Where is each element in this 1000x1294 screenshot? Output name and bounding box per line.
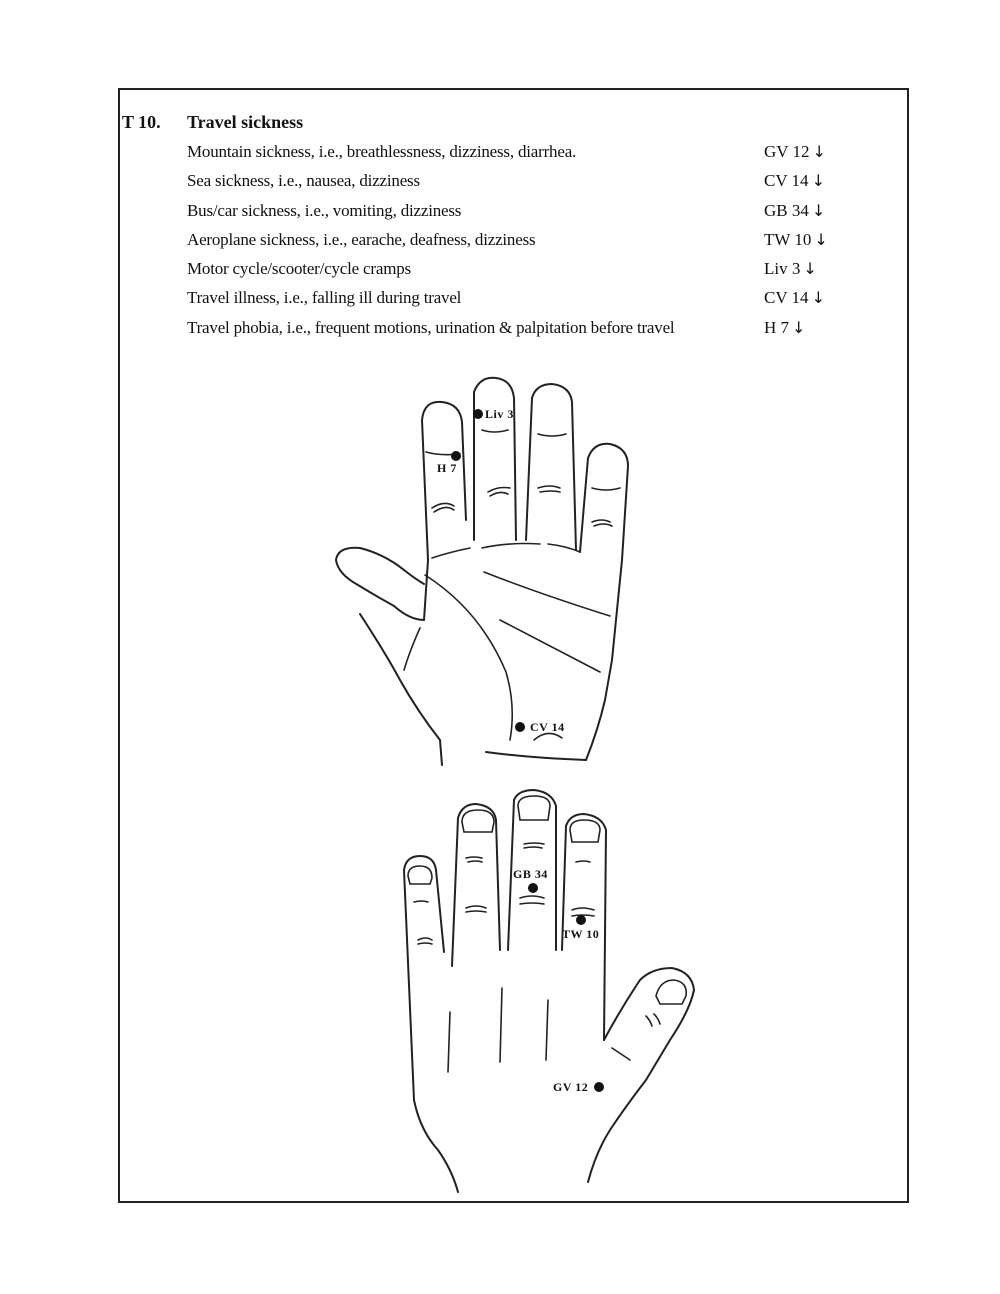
tw10-point (576, 915, 586, 925)
down-arrow-icon: ↓ (811, 288, 825, 308)
down-arrow-icon: ↓ (814, 229, 828, 249)
point-code: GB 34 ↓ (764, 200, 826, 220)
symptom-description: Travel phobia, i.e., frequent motions, urination & palpitation before travel (187, 317, 675, 337)
symptom-description: Sea sickness, i.e., nausea, dizziness (187, 171, 420, 191)
down-arrow-icon: ↓ (803, 259, 817, 279)
section-title: Travel sickness (187, 112, 304, 132)
down-arrow-icon: ↓ (811, 200, 826, 220)
point-code: Liv 3 ↓ (764, 259, 817, 279)
section-number: T 10. (122, 112, 161, 132)
down-arrow-icon: ↓ (792, 317, 806, 337)
cv14-label: CV 14 (530, 720, 565, 734)
gb34-point (528, 883, 538, 893)
point-code: CV 14 ↓ (764, 288, 825, 308)
down-arrow-icon: ↓ (812, 142, 826, 161)
tw10-label: TW 10 (562, 927, 600, 941)
down-arrow-icon: ↓ (811, 171, 825, 191)
h7-label: H 7 (437, 461, 457, 475)
symptom-description: Travel illness, i.e., falling ill during travel (187, 288, 462, 308)
point-code: H 7 ↓ (764, 317, 806, 337)
point-code: CV 14 ↓ (764, 171, 825, 191)
back-hand-outline (404, 790, 694, 1192)
symptom-description: Aeroplane sickness, i.e., earache, deafness, dizziness (187, 229, 536, 249)
point-code: TW 10 ↓ (764, 229, 828, 249)
point-code: GV 12 ↓ (764, 142, 826, 161)
liv3-label: Liv 3 (485, 407, 514, 421)
gb34-label: GB 34 (513, 867, 548, 881)
symptom-description: Bus/car sickness, i.e., vomiting, dizziness (187, 200, 462, 220)
symptom-description: Mountain sickness, i.e., breathlessness, dizziness, diarrhea. (187, 142, 577, 161)
gv12-label: GV 12 (553, 1080, 589, 1094)
gv12-point (594, 1082, 604, 1092)
symptom-description: Motor cycle/scooter/cycle cramps (187, 259, 411, 279)
